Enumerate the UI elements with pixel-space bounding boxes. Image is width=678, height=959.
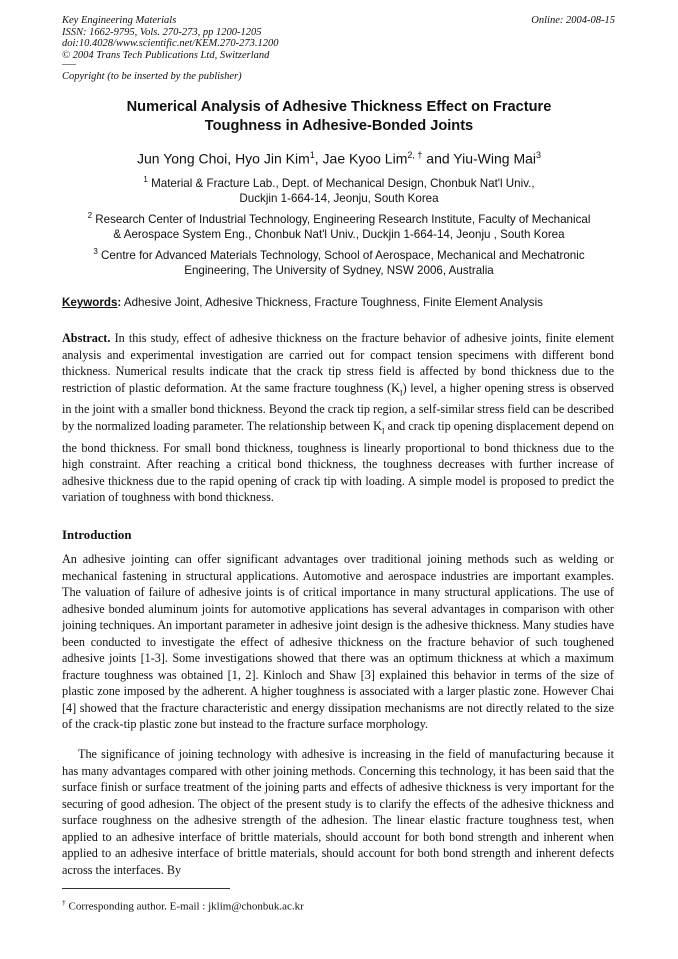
- keywords-line: [62, 295, 622, 310]
- affiliation-3-line-1: Centre for Advanced Materials Technology, School of Aerospace, Mechanical and Mechatronic: [97, 248, 585, 262]
- author-names-1: Jun Yong Choi, Hyo Jin Kim: [136, 150, 310, 167]
- keywords-colon: :: [117, 296, 122, 309]
- journal-header: [62, 15, 392, 61]
- introduction-paragraph-2: The significance of joining technology with adhesive is increasing in the field of manufacturing because it has many advantages compared with other joining methods. Concerning this technology, it has been said that the surface finish or surface treatment of the joining parts and effects of adhesive thickness is very important for the securing of good adhesion. The object of the present study is to clarify the effects of the adhesive thickness and surface roughness on the adhesive strength of the adhesion. The linear elastic fracture toughness test, when applied to an adhesive interface of brittle materials, should account for both bond strength and inherent when applied to an adhesive interface of brittle materials, should account for both bond strength and inherent defects across the interfaces. By: [62, 747, 614, 877]
- footnote-text[interactable]: Corresponding author. E-mail : jklim@chonbuk.ac.kr: [65, 900, 304, 913]
- introduction-paragraph-1: An adhesive jointing can offer significant advantages over traditional joining methods such as welding or mechanical fastening in structural applications. Automotive and aerospace industries are important examples. The valuation of failure of adhesive joints is of critical importance in many structural applications. The use of adhesive bonded aluminum joints for automotive applications has several advantages in comparison with other joining techniques. An important parameter in adhesive joint design is the adhesive thickness. Many studies have been conducted to investigate the effect of adhesive thickness on the fracture behavior of such toughened adhesive joints [1-3]. Some investigations showed that there was an optimum thickness at which a maximum fracture toughness was obtained [1, 2]. Kinloch and Shaw [3] explained this behavior in terms of the size of plastic zone imposed by the adherent. A higher toughness is associated with a larger plastic zone. However Chai [4] showed that the fracture characteristic and energy dissipation mechanisms are not directly related to the size of the crack-tip plastic zone but instead to the fracture surface morphology.: [62, 552, 614, 731]
- affiliation-1-line-2: Duckjin 1-664-14, Jeonju, South Korea: [239, 192, 439, 206]
- publisher-line: © 2004 Trans Tech Publications Ltd, Switzerland: [62, 49, 270, 61]
- abstract-text-1: In this study, effect of adhesive thickness on the fracture behavior of adhesive joints, finite element analysis and experimental investigation are carried out for compact tension specimens with different bond thickness. Numerical results indicate that the crack tip stress field is affected by bond thickness due to the restriction of plastic deformation. At the same fracture toughness (K: [62, 331, 614, 395]
- affiliation-3-line-2: Engineering, The University of Sydney, NSW 2006, Australia: [184, 264, 494, 278]
- author-list: [62, 146, 616, 168]
- abstract-sub-2: I: [381, 426, 385, 436]
- author-sup-3: 3: [536, 150, 542, 160]
- author-sup-1: 1: [309, 150, 315, 160]
- affiliation-2-line-1: Research Center of Industrial Technology, Engineering Research Institute, Faculty of Mechanical: [92, 212, 591, 226]
- abstract-text-3: and crack tip opening displacement depend on the bond thickness. For small bond thickness, toughness is linearly proportional to bond thickness due to the high constraint. After reaching a critical bond thickness, the toughness decreases with further increase of adhesive thickness due to the rapid opening of crack tip with loading. A simple model is proposed to predict the variation of toughness with bond thickness.: [62, 418, 614, 505]
- copyright-note: Copyright (to be inserted by the publisher): [62, 71, 242, 82]
- affiliation-1: [62, 172, 616, 207]
- affiliation-1-line-1: Material & Fracture Lab., Dept. of Mechanical Design, Chonbuk Nat'l Univ.,: [147, 176, 535, 190]
- affiliation-2: [62, 208, 616, 243]
- keywords-label: Keywords: [62, 296, 118, 309]
- footnote: [62, 896, 304, 914]
- author-names-3: and Yiu-Wing Mai: [422, 150, 536, 167]
- footnote-mark: †: [62, 898, 66, 907]
- abstract-label: Abstract.: [62, 331, 111, 345]
- keywords-text: Adhesive Joint, Adhesive Thickness, Fracture Toughness, Finite Element Analysis: [121, 296, 543, 309]
- abstract-text-2: ) level, a higher opening stress is observed in the joint with a smaller bond thickness. Beyond the crack tip region, a self-similar stress field can be described by the normalized loading parameter. The relationship between K: [62, 380, 615, 433]
- affiliation-3: [62, 244, 616, 279]
- affiliation-3-sup: 3: [93, 247, 98, 256]
- title-line-1: Numerical Analysis of Adhesive Thickness Effect on Fracture: [126, 99, 552, 115]
- abstract-sub-1: I: [399, 387, 403, 397]
- title-line-2: Toughness in Adhesive-Bonded Joints: [204, 118, 474, 134]
- header-rule: [62, 64, 76, 66]
- author-names-2: , Jae Kyoo Lim: [314, 150, 408, 167]
- affiliation-1-sup: 1: [143, 175, 148, 184]
- abstract: [62, 330, 614, 506]
- introduction-heading: Introduction: [62, 528, 132, 542]
- footnote-rule: [62, 888, 230, 889]
- affiliation-2-line-2: & Aerospace System Eng., Chonbuk Nat'l Univ., Duckjin 1-664-14, Jeonju , South Korea: [113, 228, 565, 242]
- affiliation-2-sup: 2: [87, 211, 93, 220]
- issn-line: ISSN: 1662-9795, Vols. 270-273, pp 1200-1205: [62, 26, 262, 38]
- paper-title: [62, 98, 616, 136]
- journal-name: Key Engineering Materials: [62, 15, 177, 26]
- online-date: Online: 2004-08-15: [531, 15, 615, 26]
- doi-line[interactable]: doi:10.4028/www.scientific.net/KEM.270-273.1200: [62, 38, 279, 50]
- author-sup-2: 2, †: [407, 150, 423, 160]
